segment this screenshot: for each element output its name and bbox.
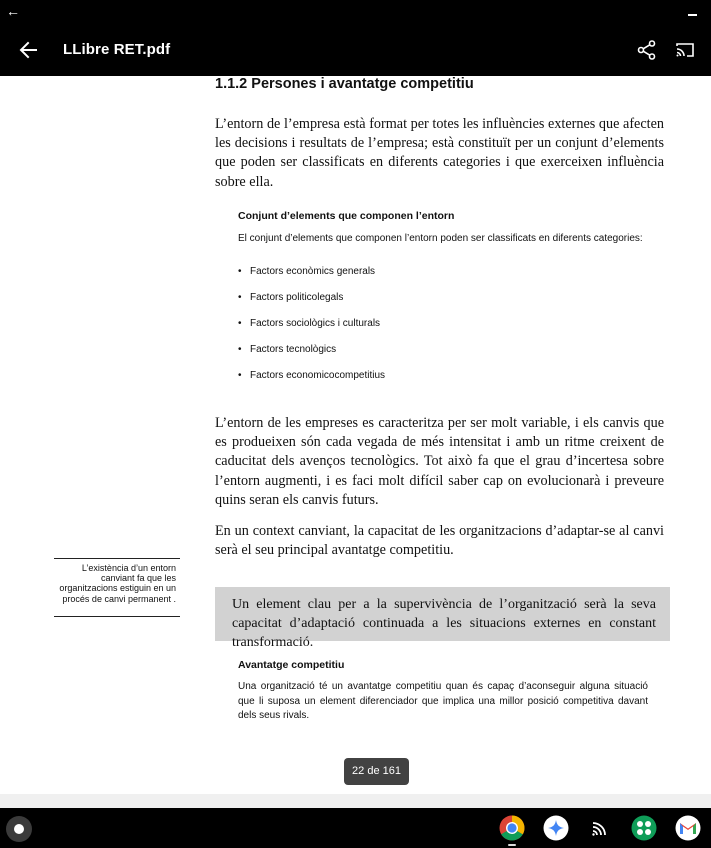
margin-note: L’existència d’un entorn canviant fa que les organitzacions estiguin en un procés de canvi permanent .	[54, 558, 180, 617]
box-text-conjunt: El conjunt d’elements que componen l’entorn poden ser classificats en diferents categories:	[238, 233, 643, 244]
list-item: • Factors tecnològics	[238, 344, 385, 370]
list-item: • Factors econòmics generals	[238, 266, 385, 292]
back-arrow-icon[interactable]	[14, 35, 44, 65]
minimize-icon[interactable]	[688, 14, 697, 16]
assistant-icon[interactable]	[543, 815, 569, 841]
page-bottom-strip	[0, 794, 711, 808]
share-icon[interactable]	[636, 39, 658, 61]
cast-app-icon[interactable]	[587, 815, 613, 841]
gmail-icon[interactable]	[675, 815, 701, 841]
paragraph-entorn: L’entorn de l’empresa està format per totes les influències externes que afecten les decisions i resultats de l’empresa; està constituït per un conjunt d’elements que poden ser classificats en diferents categories i que exerceixen influència sobre ella.	[215, 116, 664, 190]
window-back-icon[interactable]: ←	[6, 3, 20, 19]
system-bar	[0, 0, 711, 25]
category-list	[238, 266, 385, 396]
cast-icon[interactable]	[674, 39, 696, 61]
list-item: • Factors economicocompetitius	[238, 370, 385, 396]
app-bar	[0, 25, 711, 76]
chrome-icon[interactable]	[499, 815, 525, 841]
box-title-avantatge: Avantatge competitiu	[238, 659, 345, 671]
grid-app-icon[interactable]	[631, 815, 657, 841]
document-title: LLibre RET.pdf	[63, 41, 171, 58]
launcher-icon[interactable]	[6, 816, 32, 842]
pdf-page[interactable]	[0, 76, 711, 794]
paragraph-variable: L’entorn de les empreses es caracteritza per ser molt variable, i els canvis que es produeixen són cada vegada de més intensitat i amb un ritme creixent de caducitat dels avenços tecnològics. Tot això fa que el grau d’incertesa sobre l’entorn augmenti, i es faci molt difícil saber cap on evolucionarà i preveure quins seran els canvis futurs.	[215, 415, 664, 508]
box-title-conjunt: Conjunt d’elements que componen l’entorn	[238, 210, 455, 222]
list-item: • Factors sociològics i culturals	[238, 318, 385, 344]
paragraph-context: En un context canviant, la capacitat de les organitzacions d’adaptar-se al canvi serà el seu principal avantatge competitiu.	[215, 523, 664, 559]
taskbar	[0, 808, 711, 848]
active-app-indicator	[508, 844, 516, 846]
box-text-avantatge: Una organització té un avantatge competitiu quan és capaç d’aconseguir alguna situació que li suposa un element diferenciador que implica una millor posició competitiva davant dels seus rivals.	[238, 681, 648, 721]
highlight-box: Un element clau per a la supervivència de l’organització serà la seva capacitat d’adaptació continuada a les situacions externes en constant transformació.	[215, 587, 670, 641]
section-heading: 1.1.2 Persones i avantatge competitiu	[215, 76, 474, 92]
list-item: • Factors politicolegals	[238, 292, 385, 318]
page-indicator: 22 de 161	[344, 758, 409, 785]
